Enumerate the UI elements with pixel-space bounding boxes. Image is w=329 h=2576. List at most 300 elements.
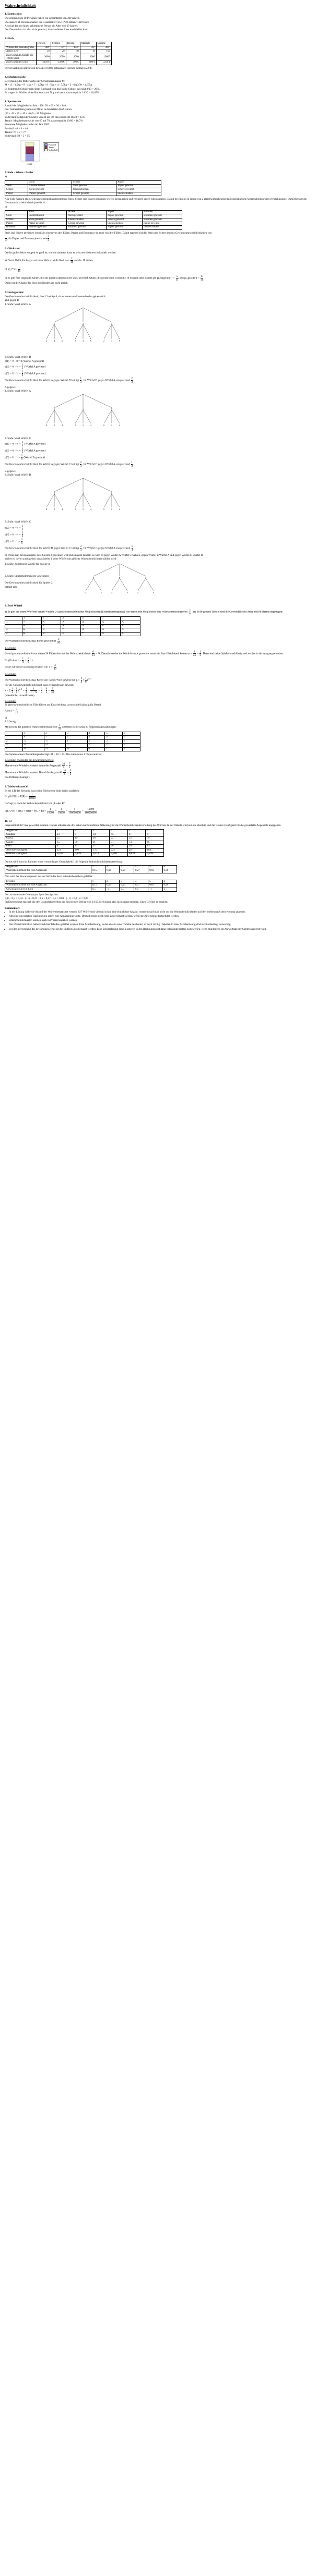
table-cell: A — [41, 621, 61, 624]
section-heading: 8. Zwei Würfel — [5, 604, 22, 608]
table-cell: Wahrscheinlichkeit für eine Augenzahl — [5, 869, 91, 873]
document-page — [5, 0, 324, 931]
paragraph — [5, 377, 324, 384]
table-header: 5 — [148, 865, 162, 869]
fraction: $\frac{2}{3}$ — [48, 235, 49, 242]
text-line: Berechnung des Mittelwertes der Schulranzenmasse M: — [5, 80, 65, 83]
table-cell: B — [41, 632, 61, 636]
section-g — [5, 820, 324, 931]
prob-note: (Würfel A gewinnt) — [24, 456, 45, 459]
paragraph: b) Wenn man davon ausgeht, dass Spieler 2 gewinnen will und sinnvoll handelt, so wird er gegen Würfel A Würfel C wählen, gegen Würfel B Würfel A und gegen Würfel C Würfel B. — [5, 553, 204, 557]
paragraph-text: und p(„gerade") = — [179, 277, 199, 281]
table-cell: B — [41, 625, 61, 628]
section-fisch — [5, 37, 324, 70]
list-item: • Der Übersichtlichkeit halber sind drei Tabellen gebildet worden. Eine Schülerlösung, in der alles in einer Tabelle bearbeitet, ist auch richtig. Tabellen in einer Schülerlösung sind nicht unbedingt notwendig. — [9, 923, 324, 927]
table-cell: Schere gewinnt — [67, 222, 107, 225]
paragraph: Damit ist die Chance für Sieg und Niederlage nicht gleich. — [5, 282, 68, 285]
table-cell: 0,5 — [120, 888, 134, 891]
table-cell: 2 — [5, 739, 23, 743]
table-cell: 5500 € — [96, 61, 111, 65]
table-cell: 28 — [91, 837, 110, 841]
paragraph-text: , für Würfel B gegen Würfel A entsprechend — [82, 379, 131, 382]
chart-svg — [20, 140, 41, 166]
table-cell: Papier gewinnt — [143, 222, 182, 225]
table-cell: Schere — [5, 218, 28, 222]
prob-note: (Würfel A gewinnt) — [24, 442, 46, 446]
paragraph: Es gilt also x = $\frac{1}{4}$ + $\frac{1}{6}$ · x — [5, 657, 33, 664]
table-cell: zu erwartender Erlös — [5, 61, 37, 65]
table-header: Augenzahl — [5, 865, 91, 869]
table-cell: -1 — [44, 739, 66, 743]
paragraph — [5, 257, 324, 264]
svg-text:4: 4 — [111, 339, 112, 343]
table-cell: 3 — [5, 628, 22, 632]
table-cell: Papier gewinnt — [107, 226, 143, 229]
table-cell: B — [41, 628, 61, 632]
prob-line: p(4) = ⅓ · ⅔ = $\frac{2}{9}$ — [5, 531, 24, 538]
table-cell: Unentschieden — [28, 184, 72, 188]
table-row — [5, 61, 112, 65]
text-line: (30 + 45 + 45 + 40 + 40)/5 = 40 Mitglieder. — [5, 112, 52, 115]
table-cell: Unentschieden — [67, 218, 107, 222]
table-row — [5, 833, 164, 837]
table-cell: unentschieden — [107, 222, 143, 225]
table-cell: Unentschieden — [27, 214, 67, 218]
table-cell: 28 — [110, 845, 128, 848]
fraction: $\frac{10}{4}$ — [63, 769, 66, 776]
table-cell: 4 — [123, 739, 140, 743]
paragraph — [5, 275, 324, 282]
svg-text:0: 0 — [75, 424, 76, 427]
paragraph: Insgesamt ist 827 mal geworfen worden. Daraus erhalten die drei schon nur brauchbare Näherung für die Wahrscheinlichkeitsverteilung des Würfels. In der Tabelle wird nun die absolute und die relative Häufigkeit für die gewürfelte Augenzahl angegeben. — [5, 824, 281, 828]
table-cell: 0,27 — [134, 869, 148, 873]
table-cell: 2 — [87, 739, 105, 743]
table-header: Papier — [107, 210, 143, 214]
comment-label: Kommentar: — [5, 906, 20, 910]
table-cell: -4 — [22, 747, 44, 751]
list-item: • Wahrscheinlichkeiten können auch in Prozent angeben werden. — [9, 919, 324, 922]
paragraph: Bernd gewinnt sofort in 6 von diesen 24 Fällen also mit der Wahrscheinlichkeit $\frac{6}{24}$ = ¼. Danach werden die Würfel erneut geworfen, wenn ein Paar Gleichstand kommt p = $\frac{4}{24}$ = $\frac{1}{6}$ . Dann sind beide Spieler unschlüssig und werden in der Ausgangssituation. — [5, 650, 284, 658]
text-line: Die danach 11 Personen haben ein Gesamtalter von 11*39 Jahren = 429 Jahre — [5, 20, 89, 24]
table-cell: Schere — [5, 188, 28, 192]
table-header: Brunnen — [143, 210, 182, 214]
svg-text:2: 2 — [46, 339, 47, 343]
stacked-bar-chart — [20, 140, 324, 166]
table-cell: 17 — [91, 845, 110, 848]
paragraph-text: kommen es für Anna zu folgenden Auszahlungen: — [62, 725, 116, 729]
tree-svg — [57, 563, 182, 599]
table-row — [5, 747, 140, 751]
expectation-table — [5, 880, 177, 892]
table-row — [5, 845, 164, 848]
table-header: 1 — [22, 732, 44, 736]
fraction: $\frac{5}{2}$ — [69, 769, 72, 776]
table-cell: 2 — [105, 880, 120, 883]
table-header: 3 — [66, 732, 87, 736]
paragraph-text: Die Gewinnwahrscheinlichkeit für Würfel A gegen Würfel C beträgt — [5, 463, 79, 466]
table-cell: 71 — [110, 841, 128, 844]
fraction: $\frac{1}{24}$ — [189, 609, 192, 616]
paragraph: x = Σ $\frac{1}{4}$ ·( $\frac{1}{6}$ )$^{k-1}$ = $\frac{1}{4}$ · $\frac{1}{\text{1 − ⅙}}$ = $\frac{1}{4}$ · $\frac{6}{5}$ = $\frac{3}{10}$ — [5, 687, 54, 694]
table-cell: Absolute Häufigkeit — [5, 848, 56, 852]
svg-text:4: 4 — [62, 424, 63, 427]
svg-text:C: C — [145, 576, 147, 579]
table-cell: Brunnen gewinnt — [27, 226, 67, 229]
section-triebwerksausfall — [5, 785, 324, 815]
paragraph — [5, 232, 324, 235]
paragraph: Man erwarte Würfel erwarteter Anna die Augenzahl $\frac{21}{6}$ = $\frac{7}{2}$ — [5, 762, 70, 770]
fraction: $\frac{1}{6}$ — [85, 676, 87, 684]
fraction: $\frac{1}{3}$ — [131, 460, 133, 468]
table-cell: -3 — [44, 747, 66, 751]
table-cell: 34 — [91, 833, 110, 837]
tree-level-label: 2. Stufe: Spielerkommen des Gewinnens — [5, 575, 49, 578]
section-heading: 9. Triebwerksausfall — [5, 785, 29, 788]
list-item: • Bei den Berechnung des Erwartungswertes ist die Endzeit Euro benannt worden. Eine Schülerlösung einer Lösheren in den Rechnungen ist dann vollständig richtig zu bewerten, wenn mindestens im Antwortsatz der Gehter auswerde weil. — [9, 928, 324, 931]
table-cell: A — [81, 621, 101, 624]
prob-label: p(5) = — [5, 456, 11, 459]
table-cell: A — [101, 628, 121, 632]
fraction: $\frac{1}{9}$ — [21, 363, 24, 371]
table-cell: 1 — [91, 880, 105, 883]
table-header: Hering — [66, 42, 80, 46]
table-cell: 10 — [127, 845, 146, 848]
table-cell: -2 — [66, 747, 87, 751]
table-cell: 121 — [55, 848, 74, 852]
paragraph: Die Wahrscheinlichkeit, dass Bernd erst nach k Wurf gewinnt ist: p = $\frac{1}{4}$ ·( $\frac{1}{6}$ )$^{k-1}$ — [5, 676, 92, 684]
table-header: 5 — [101, 617, 121, 621]
svg-text:A: A — [92, 576, 95, 579]
table-cell: 28 — [127, 848, 146, 852]
table-row — [5, 880, 177, 883]
paragraph — [5, 793, 324, 800]
fraction: $\frac{1}{3}$ — [5, 235, 7, 242]
table-cell: 0,15 — [91, 884, 105, 888]
table-cell: Gisela — [5, 837, 56, 841]
paragraph-text: Es gilt P(L) = P(R) = — [5, 795, 28, 798]
svg-text:V: V — [126, 591, 128, 594]
paragraph: Daraus wird nun (im Rahmen einer (vernünftigen Genauigkeit)) die folgende Wahrscheinlichkeitsverteilung: — [5, 860, 123, 864]
table-cell: 4 — [5, 632, 22, 636]
fraction: $\frac{1}{4}$ — [80, 676, 83, 684]
fraction: $\frac{3}{10}$ — [57, 638, 60, 645]
table-cell: A — [121, 632, 140, 636]
table-cell: 3000 — [37, 54, 51, 61]
fraction: $\frac{2}{9}$ — [21, 370, 24, 378]
prob-note: (Würfel A gewinnt) — [24, 449, 46, 453]
table-cell: Brunnen gewinnt — [67, 226, 107, 229]
svg-text:2: 2 — [75, 339, 76, 343]
chart-legend — [43, 142, 59, 152]
table-cell: 108° — [37, 46, 51, 50]
paragraph: $\frac{1}{3}$ , für Papier und Brunnen jeweils von $\frac{2}{3}$ . — [5, 235, 50, 242]
prob-label: p(1) = — [5, 442, 11, 446]
paragraph: Die Differenz beträgt 1. — [5, 776, 31, 780]
table-row — [5, 192, 161, 196]
table-header: Papier — [116, 180, 161, 184]
table-cell: 0 — [87, 747, 105, 751]
solution-label: 1. Lösung: — [5, 647, 17, 650]
table-header: Dorsch — [37, 42, 51, 46]
text-line: Volleyball: 50 + 5 = 55 — [5, 134, 30, 138]
svg-text:V: V — [100, 591, 102, 594]
svg-text:2: 2 — [54, 424, 55, 427]
table-cell: A — [121, 628, 140, 632]
table-cell: 176 — [91, 848, 110, 852]
table-cell: B — [61, 632, 81, 636]
legend-item — [44, 149, 57, 151]
table-header: Scholle — [51, 42, 66, 46]
paragraph-text: , für Papier und Brunnen jeweils von — [7, 237, 48, 240]
table-cell: 3 — [5, 744, 23, 747]
solution-label: 1. Lösung: — [5, 720, 17, 723]
svg-text:3: 3 — [83, 408, 84, 411]
table-cell: B — [22, 632, 41, 636]
svg-text:6: 6 — [90, 339, 91, 343]
paragraph-text: a) Es gibt bei einem Wurf mit beiden Würfeln 24 gleichwahrscheinlichen Möglichkeiten (Elementarereignisse) von denen jede Möglichkeit eine Wahrscheinlichkeit von — [5, 610, 187, 614]
table-cell: 22 — [110, 837, 128, 841]
table-cell: 91 — [91, 841, 110, 844]
paragraph-text: Die Gewinnwahrscheinlichkeit für Würfel A gegen Würfel B beträgt — [5, 379, 79, 382]
table-row — [5, 888, 177, 891]
table-cell: A — [101, 632, 121, 636]
table-header: 2 — [105, 865, 120, 869]
paragraph-text: hat. In folgenden Tabelle sind die Gewinnfälle für Anna und für Bernd eingetragen: — [192, 610, 283, 614]
table-cell: Schere gewinnt — [116, 188, 161, 192]
prob-line: p(2) = ⅓ · ⅓ = $\frac{1}{9}$ — [5, 524, 24, 531]
table-cell: 66 — [146, 841, 164, 844]
svg-text:G: G — [137, 591, 139, 594]
table-header: 6 — [123, 732, 140, 736]
paragraph-text: Man erwarte Würfel erwarteter Anna die Augenzahl — [5, 764, 61, 768]
text-line: Die Trainerstellung kann nur Mittel in den letzten fünf Jahren. — [5, 108, 73, 112]
paragraph — [5, 724, 324, 731]
fraction: $\frac{2}{9}$ — [21, 531, 24, 538]
prob-note: (Würfel A gewinnt) — [24, 365, 46, 369]
solution-label: 2. Lösung: — [5, 673, 17, 676]
section-zwei-wuerfel — [5, 604, 324, 780]
sss-table — [5, 180, 161, 197]
table-cell: 0,03 — [148, 869, 162, 873]
sssb-table — [5, 210, 182, 230]
paragraph: Weiter ist davon auszugehen, dass Spieler 1 seine Würfel mit gleicher Wahrscheinlichkeit wählen wird. — [5, 557, 117, 561]
table-row — [5, 736, 140, 739]
fraction: $\frac{1}{9}$ — [21, 440, 24, 447]
table-header: Stein — [27, 210, 67, 214]
paragraph — [5, 545, 324, 552]
fraction: $\frac{6}{5}$ — [45, 687, 48, 694]
table-row — [5, 188, 161, 192]
bar-segment-tennis — [26, 147, 34, 154]
table-header: 3 — [120, 865, 134, 869]
paragraph-text: Stein und Schere gewinnen jeweils in einem von drei Fällen, Papier und Brunnen je in zwei von drei Fällen. Damit ergeben sich für Stein und Schere jeweils Gewinnwahrscheinlichkeiten von — [5, 231, 212, 235]
table-cell: Stein gewinnt — [27, 218, 67, 222]
paragraph — [5, 461, 324, 468]
tree-level-label: 1. Stufe: Zugelosene Würfel für Spieler A — [5, 563, 50, 566]
fraction: $\frac{1}{100000000}$ — [68, 808, 81, 815]
solution-label: 2. Lösung: (Ausnutze des Erwartungswertes) — [5, 759, 54, 762]
paragraph: Der zu erwartende Gewinn pro Spiel beträgt also: — [5, 893, 58, 896]
table-cell: 5 — [148, 880, 162, 883]
svg-text:2: 2 — [54, 492, 55, 495]
fraction: $\frac{2}{9}$ — [21, 447, 24, 454]
table-cell: Unentschieden — [72, 188, 116, 192]
table-cell: 9 — [74, 833, 92, 837]
table-cell: zu erwartende Anzahl bei 10000 Stück — [5, 54, 37, 61]
paragraph-text: Man erwarte Würfel erwarteter Bernd die Augenzahl — [5, 771, 62, 775]
table-cell: 0 — [22, 736, 44, 739]
table-cell: 0,04 — [105, 884, 120, 888]
svg-text:2: 2 — [103, 339, 104, 343]
table-row — [5, 222, 182, 225]
table-cell: Gerd — [5, 845, 56, 848]
table-row — [5, 841, 164, 844]
fraction: $\frac{1}{10000}$ — [57, 808, 65, 815]
list-item: • In der Lösung sollte die Anzahl der Würfe thematisiert werden. 827 Würfe sind viel und schon eine brauchbare Anzahl, trotzdem darf man nicht nur die Wahrscheinlichkeiten auf drei Stellen nach dem Komma angeben. — [9, 910, 324, 914]
table-cell: 2 — [162, 888, 177, 891]
table-cell: 50 — [74, 841, 92, 844]
paragraph-text: Also x = — [5, 709, 14, 713]
table-row — [5, 848, 164, 852]
table-cell: 144° — [66, 46, 80, 50]
table-header: 1 — [22, 617, 41, 621]
text-line: Fussball: 40 + 6 = 46 — [5, 127, 28, 130]
table-cell: 2 — [123, 747, 140, 751]
table-cell: A — [101, 625, 121, 628]
legend-label: Volleyball — [49, 149, 58, 152]
table-cell: 0,213 — [91, 853, 110, 856]
table-cell: 0,30 — [162, 869, 177, 873]
svg-text:6: 6 — [111, 492, 112, 495]
table-cell: 23 — [55, 833, 74, 837]
fraction: $\frac{1}{3}$ — [80, 377, 82, 384]
table-cell: Papier gewinnt — [116, 184, 161, 188]
text-line: M = (3 · 3,5kg + 8 · 4kg + 7 · 4,5kg + 8 · 5kg + 4 · 5,5kg + 2 · 6kg)/30 = 4,67kg — [5, 83, 92, 87]
table-cell: 600 € — [80, 61, 96, 65]
table-cell: 13 — [146, 845, 164, 848]
table-header: Stein — [28, 180, 72, 184]
table-header: 4 — [81, 617, 101, 621]
table-header: 5 — [105, 732, 123, 736]
fraction: $\frac{1}{6}$ — [16, 687, 18, 694]
fraction: $\frac{1}{10000}$ — [47, 808, 54, 815]
paragraph: Nun wird der Erwartungswert aus der Sicht des den Losbudenbetreibers gebildet: — [5, 874, 93, 878]
paragraph-text: Lösen wir diese Gleichung erhalten wir: x = — [5, 666, 53, 670]
section-stein-schere-papier — [5, 171, 324, 242]
tree-level-label: 1. Stufe: Wurf Würfel A — [5, 303, 31, 307]
paragraph: 20 gleichwahrscheinliche Fälle führen zur Entscheidung, davon sind 6 günstig für Bernd. — [5, 703, 102, 707]
fraction: $\frac{1}{4}$ — [11, 687, 14, 694]
table-header: 4 — [110, 829, 128, 833]
table-cell: A — [61, 621, 81, 624]
table-cell: -2 — [22, 739, 44, 743]
subtask-label: A gegen C — [5, 386, 16, 390]
section-heading: 4. Sportverein — [5, 100, 21, 104]
prob-label: p(3) = — [5, 449, 11, 453]
dice-table — [5, 616, 140, 636]
paragraph-text: Mit jeweils der gleichen Wahrscheinlichkeit von — [5, 725, 57, 729]
paragraph-text: . Danach werden die Würfel erneut geworfen, wenn ein Paar Gleichstand kommt p = — [100, 652, 192, 656]
table-cell: Schere gewinnt — [72, 192, 116, 196]
svg-text:0: 0 — [103, 424, 104, 427]
section-datenschutz — [5, 13, 324, 32]
comment-list — [9, 910, 324, 931]
paragraph — [5, 708, 324, 714]
table-cell: 10000 — [96, 54, 111, 61]
fraction: $\frac{1}{6}$ — [199, 650, 201, 658]
table-cell: Papier — [5, 192, 28, 196]
table-cell: B — [22, 625, 41, 628]
table-cell: Anteil in % — [5, 50, 37, 54]
svg-text:2: 2 — [111, 508, 112, 511]
svg-text:4: 4 — [90, 508, 91, 511]
paragraph-text: Es gilt also x = — [5, 659, 21, 663]
section-heading: 7. Hoch gewinnt — [5, 290, 24, 294]
paragraph-text: Die Wahrscheinlichkeit, dass Bernd gewinnt ist — [5, 639, 56, 643]
fraction: $\frac{1}{4}$ — [41, 687, 43, 694]
table-cell: 1 — [87, 744, 105, 747]
table-cell: * — [81, 632, 101, 636]
fraction: $\frac{1}{6}$ — [27, 657, 29, 664]
paragraph: Im Durchschnitt machen die den Losbudenbetreiber pro Spiel einen Verlust von 0,15€. Sie können also nicht damit rechnen, einen Gewinn zu machen. — [5, 901, 168, 904]
table-row — [5, 739, 140, 743]
paragraph-text: a) Damit bleibt die Zeiger auf einer Wahrscheinlichkeit von — [5, 259, 69, 263]
table-cell: -1 — [105, 888, 120, 891]
table-cell: 5 — [123, 736, 140, 739]
tree-svg — [5, 477, 161, 519]
text-line: Also hat der neu hinzu gekommene Person ein Alter von 29 Jahren. — [5, 24, 78, 28]
table-cell: 40 — [66, 50, 80, 54]
section-heading: 3. Schulrucksäcke — [5, 76, 26, 79]
section-sportverein — [5, 100, 324, 166]
section-heading: 2. Fisch — [5, 37, 14, 41]
table-cell: 0,04 — [105, 869, 120, 873]
table-cell: Winkel des Kreisdiagrams — [5, 46, 37, 50]
paragraph — [5, 664, 324, 671]
table-cell: 1500 € — [51, 61, 66, 65]
svg-text:G: G — [85, 591, 87, 594]
text-line: Es kommen 8 Schüler mit einem Rucksack von 4kg in die Schule, das sind 8/30 = 20%. — [5, 87, 100, 91]
svg-text:0: 0 — [75, 508, 76, 511]
table-cell: A — [81, 625, 101, 628]
table-cell: -2 — [44, 744, 66, 747]
table-cell: 74 — [127, 841, 146, 844]
table-cell: Stein gewinnt — [67, 214, 107, 218]
svg-text:4: 4 — [90, 424, 91, 427]
svg-text:4: 4 — [54, 339, 55, 343]
legend-label: Fussball — [49, 143, 56, 147]
list-item: • Absolute und relative Häufigkeiten geben eine Annäherungswerte. Deshalb muss nicht extra ausgerechnet werden, wenn die Ziffernfolge fortgeführt werden. — [9, 915, 324, 918]
table-row — [5, 226, 182, 229]
legend-swatch — [44, 149, 48, 151]
table-row — [5, 46, 112, 50]
table-header: 2 — [44, 732, 66, 736]
table-cell: Stein — [5, 184, 28, 188]
table-cell: 184 — [146, 848, 164, 852]
prob-label: p(1) = — [5, 359, 11, 363]
table-cell: 360° — [96, 46, 111, 50]
section-hoch-gewinnt — [5, 291, 324, 599]
prob-line: p(6) = ⅓ · 1 = $\frac{3}{9}$ — [5, 538, 23, 545]
table-cell: 0,21 — [120, 884, 134, 888]
svg-text:2: 2 — [83, 424, 84, 427]
text-line: Der Erwartungswert für den Erlös bei 10000 gefangenen Fischen beträgt 5500 €. — [5, 66, 92, 70]
table-header: 2 — [41, 617, 61, 621]
table-header: 3 — [91, 829, 110, 833]
table-header — [5, 42, 37, 46]
svg-text:5: 5 — [111, 322, 112, 325]
fish-table — [5, 42, 112, 65]
